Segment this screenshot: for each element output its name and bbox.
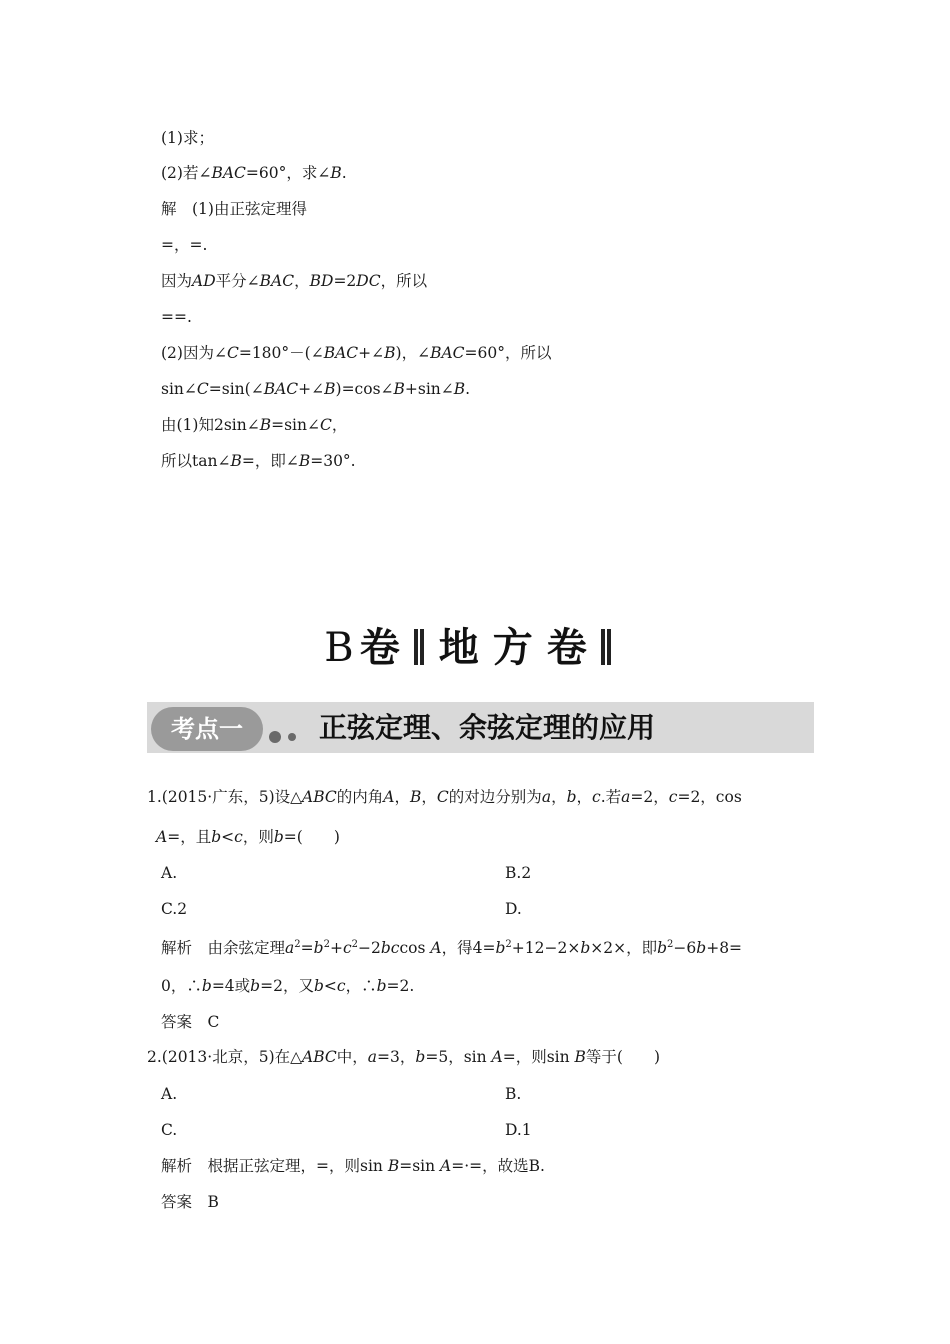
solution-line-6: ==. [161, 308, 192, 326]
q1-stem-line-1: 1.(2015·广东，5)设△ABC的内角A，B，C的对边分别为a，b，c.若a=2，c=2，cos [147, 788, 742, 806]
solution-line-2: (2)若∠BAC=60°，求∠B. [161, 164, 347, 182]
q1-answer: 答案 C [161, 1013, 220, 1031]
dot-icon [288, 733, 296, 741]
section-letter: B [324, 625, 354, 671]
q2-analysis: 解析 根据正弦定理，=，则sin B=sin A=·=，故选B. [161, 1157, 545, 1175]
double-bar-icon [601, 629, 612, 665]
double-bar-icon [414, 629, 425, 665]
section-word-1: 卷 [359, 624, 400, 671]
q1-analysis-line-1: 解析 由余弦定理$a^2=b^2+c^2-2bccos$ A，得$4=b^2+12-2\times b\times 2\times$，即$b^2-6b+8=$ [161, 939, 743, 958]
solution-line-7: (2)因为∠C=180°－(∠BAC+∠B)，∠BAC=60°，所以 [161, 344, 552, 362]
topic-banner [147, 702, 814, 753]
q1-option-d: D. [505, 900, 522, 918]
topic-tag: 考点一 [151, 707, 263, 751]
q1-stem-line-2: A=，且b<c，则b=( ) [156, 828, 340, 846]
q2-option-c: C. [161, 1121, 178, 1139]
q2-option-d: D.1 [505, 1121, 532, 1139]
q2-option-a: A. [161, 1085, 178, 1103]
solution-line-1: (1)求； [161, 129, 214, 147]
solution-line-9: 由(1)知2sin∠B=sin∠C， [161, 416, 348, 434]
q1-option-c: C.2 [161, 900, 188, 918]
section-word-2: 地方卷 [438, 624, 601, 671]
solution-line-10: 所以tan∠B=，即∠B=30°. [161, 452, 356, 470]
solution-line-8: sin∠C=sin(∠BAC+∠B)=cos∠B+sin∠B. [161, 380, 471, 398]
q2-option-b: B. [505, 1085, 522, 1103]
topic-title: 正弦定理、余弦定理的应用 [319, 711, 656, 744]
q2-answer: 答案 B [161, 1193, 219, 1211]
q1-option-b: B.2 [505, 864, 532, 882]
dot-icon [269, 731, 281, 743]
solution-line-5: 因为AD平分∠BAC，BD=2DC，所以 [161, 272, 428, 290]
q1-analysis-line-2: 0，∴b=4或b=2，又b<c，∴b=2. [161, 977, 415, 995]
q1-option-a: A. [161, 864, 178, 882]
section-title [0, 620, 950, 676]
solution-line-4: =，=. [161, 236, 208, 254]
solution-line-3: 解 (1)由正弦定理得 [161, 200, 307, 218]
q2-stem: 2.(2013·北京，5)在△ABC中，a=3，b=5，sin A=，则sin B等于( ) [147, 1048, 661, 1066]
